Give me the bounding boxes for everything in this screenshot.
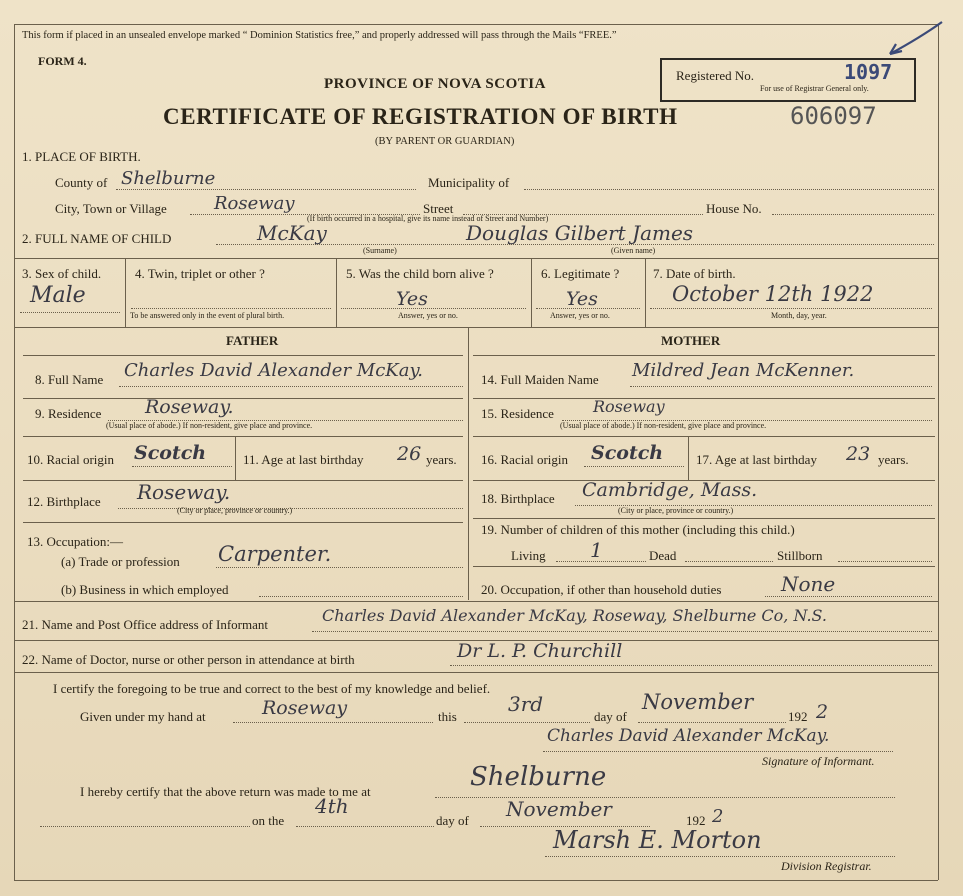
mother-occupation-value: None [781, 572, 836, 596]
informant-signature: Charles David Alexander McKay. [547, 726, 830, 746]
business-label: (b) Business in which employed [61, 582, 229, 597]
father-residence-value: Roseway. [145, 396, 234, 418]
hospital-note: (If birth occurred in a hospital, give its name instead of Street and Number) [307, 214, 549, 223]
informant-signature-caption: Signature of Informant. [762, 754, 875, 768]
informant-label: 21. Name and Post Office address of Informant [22, 617, 268, 632]
sex-label: 3. Sex of child. [22, 266, 102, 281]
father-birthplace-label: 12. Birthplace [27, 494, 101, 509]
page-title: CERTIFICATE OF REGISTRATION OF BIRTH [163, 104, 678, 129]
registrar-place-value: Shelburne [470, 762, 607, 792]
legitimate-label: 6. Legitimate ? [541, 266, 620, 281]
child-surname: McKay [257, 221, 327, 245]
child-given-name: Douglas Gilbert James [466, 221, 694, 245]
county-label: County of [55, 175, 108, 190]
mail-notice: This form if placed in an unsealed envelope marked “ Dominion Statistics free,” and properly addressed will pass through the Mails “FREE.” [22, 30, 617, 41]
mother-age-label: 17. Age at last birthday [696, 452, 817, 467]
certify-year-value: 2 [816, 701, 829, 723]
pencil-arrow-icon [876, 18, 946, 64]
place-heading: 1. PLACE OF BIRTH. [22, 149, 141, 164]
birth-date-caption: Month, day, year. [771, 311, 827, 320]
right-border [938, 24, 939, 880]
living-label: Living [511, 548, 546, 563]
registrar-on-label: on the [252, 813, 285, 828]
registrar-year-value: 2 [712, 806, 724, 827]
trade-value: Carpenter. [218, 542, 332, 566]
surname-caption: (Surname) [363, 246, 397, 255]
sex-value: Male [30, 283, 86, 308]
registrar-year-prefix: 192 [686, 813, 706, 828]
certify-day-value: 3rd [508, 692, 544, 716]
legitimate-caption: Answer, yes or no. [550, 311, 610, 320]
street-label: Street [423, 201, 454, 216]
twin-label: 4. Twin, triplet or other ? [135, 266, 265, 281]
certify-day-of-label: day of [594, 709, 627, 724]
mother-name-value: Mildred Jean McKenner. [632, 360, 855, 381]
birth-date-label: 7. Date of birth. [653, 266, 736, 281]
father-birthplace-caption: (City or place, province or country.) [177, 506, 293, 515]
mother-age-value: 23 [846, 443, 871, 465]
children-label: 19. Number of children of this mother (including this child.) [481, 522, 795, 537]
mother-heading: MOTHER [661, 333, 721, 348]
given-under-label: Given under my hand at [80, 709, 206, 724]
registrar-signature: Marsh E. Morton [553, 826, 762, 854]
father-birthplace-value: Roseway. [137, 480, 231, 504]
dead-label: Dead [649, 548, 677, 563]
occupation-label: 13. Occupation:— [27, 534, 124, 549]
certify-month-value: November [642, 690, 754, 714]
form-number: FORM 4. [38, 54, 87, 68]
mother-age-suffix: years. [878, 452, 909, 467]
left-border [14, 24, 15, 880]
certify-text: I certify the foregoing to be true and correct to the best of my knowledge and belief. [53, 681, 491, 696]
certify-this-label: this [438, 709, 457, 724]
trade-label: (a) Trade or profession [61, 554, 180, 569]
mother-racial-value: Scotch [591, 442, 664, 464]
city-value: Roseway [214, 193, 295, 214]
father-residence-label: 9. Residence [35, 406, 102, 421]
registered-label: Registered No. [676, 68, 754, 83]
registered-sublabel: For use of Registrar General only. [760, 84, 869, 93]
house-label: House No. [706, 201, 762, 216]
city-label: City, Town or Village [55, 201, 167, 216]
registrar-day-of-label: day of [436, 813, 469, 828]
mother-birthplace-value: Cambridge, Mass. [582, 479, 758, 501]
registrar-caption: Division Registrar. [781, 859, 872, 873]
county-value: Shelburne [121, 168, 216, 189]
alive-label: 5. Was the child born alive ? [346, 266, 494, 281]
stillborn-label: Stillborn [777, 548, 823, 563]
child-name-label: 2. FULL NAME OF CHILD [22, 231, 172, 246]
father-racial-value: Scotch [134, 442, 207, 464]
alive-value: Yes [396, 288, 428, 310]
handwritten-number: 606097 [790, 102, 877, 130]
legitimate-value: Yes [566, 288, 598, 310]
registrar-month-value: November [506, 797, 612, 821]
twin-note: To be answered only in the event of plural birth. [130, 311, 285, 320]
father-name-label: 8. Full Name [35, 372, 104, 387]
alive-caption: Answer, yes or no. [398, 311, 458, 320]
father-name-value: Charles David Alexander McKay. [124, 360, 423, 381]
mother-racial-label: 16. Racial origin [481, 452, 569, 467]
registrar-text: I hereby certify that the above return was made to me at [80, 784, 371, 799]
given-caption: (Given name) [611, 246, 656, 255]
top-border [14, 24, 938, 25]
mother-residence-caption: (Usual place of abode.) If non-resident, give place and province. [560, 421, 767, 430]
doctor-value: Dr L. P. Churchill [457, 640, 623, 662]
mother-occupation-label: 20. Occupation, if other than household duties [481, 582, 722, 597]
living-value: 1 [590, 538, 603, 562]
informant-value: Charles David Alexander McKay, Roseway, Shelburne Co, N.S. [322, 606, 828, 625]
father-heading: FATHER [226, 333, 279, 348]
doctor-label: 22. Name of Doctor, nurse or other person in attendance at birth [22, 652, 355, 667]
subtitle: (BY PARENT OR GUARDIAN) [375, 136, 515, 147]
registered-box [660, 58, 916, 102]
father-residence-caption: (Usual place of abode.) If non-resident, give place and province. [106, 421, 313, 430]
father-racial-label: 10. Racial origin [27, 452, 115, 467]
father-age-label: 11. Age at last birthday [243, 452, 364, 467]
mother-birthplace-caption: (City or place, province or country.) [618, 506, 734, 515]
registered-number: 1097 [844, 60, 893, 84]
mother-name-label: 14. Full Maiden Name [481, 372, 599, 387]
mother-residence-value: Roseway [593, 397, 665, 416]
mother-residence-label: 15. Residence [481, 406, 554, 421]
province-heading: PROVINCE OF NOVA SCOTIA [324, 76, 546, 92]
father-age-value: 26 [397, 443, 422, 465]
registrar-day-value: 4th [315, 794, 349, 818]
father-age-suffix: years. [426, 452, 457, 467]
given-place-value: Roseway [262, 697, 348, 719]
mother-birthplace-label: 18. Birthplace [481, 491, 555, 506]
certify-year-prefix: 192 [788, 709, 808, 724]
birth-date-value: October 12th 1922 [672, 282, 874, 306]
municipality-label: Municipality of [428, 175, 510, 190]
